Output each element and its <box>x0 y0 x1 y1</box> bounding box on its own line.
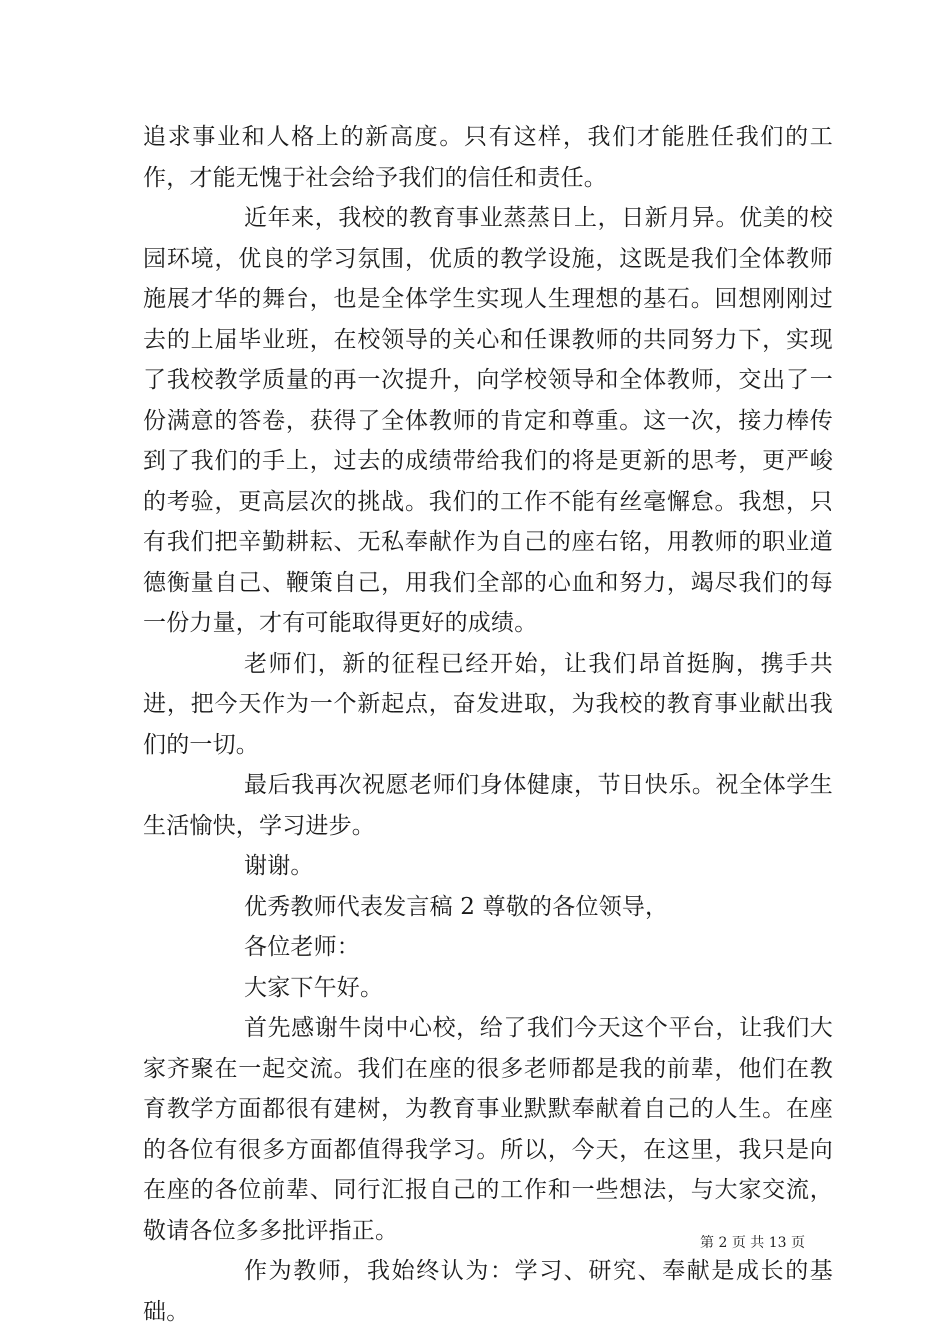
paragraph-thanks: 谢谢。 <box>244 853 314 879</box>
paragraph-3: 老师们，新的征程已经开始，让我们昂首挺胸，携手共进，把今天作为一个新起点，奋发进取，为我校的教育事业献出我们的一切。 <box>143 650 833 758</box>
paragraph-speech-title: 优秀教师代表发言稿 2 尊敬的各位领导， <box>244 893 669 920</box>
document-body <box>143 117 833 1332</box>
paragraph-2: 近年来，我校的教育事业蒸蒸日上，日新月异。优美的校园环境，优良的学习氛围，优质的教学设施，这既是我们全体教师施展才华的舞台，也是全体学生实现人生理想的基石。回想刚刚过去的上届毕业班，在校领导的关心和任课教师的共同努力下，实现了我校教学质量的再一次提升，向学校领导和全体教师，交出了一份满意的答卷，获得了全体教师的肯定和尊重。这一次，接力棒传到了我们的手上，过去的成绩带给我们的将是更新的思考，更严峻的考验，更高层次的挑战。我们的工作不能有丝毫懈怠。我想，只有我们把辛勤耕耘、无私奉献作为自己的座右铭，用教师的职业道德衡量自己、鞭策自己，用我们全部的心血和努力，竭尽我们的每一份力量，才有可能取得更好的成绩。 <box>143 205 833 636</box>
paragraph-4: 最后我再次祝愿老师们身体健康，节日快乐。祝全体学生生活愉快，学习进步。 <box>143 772 833 839</box>
paragraph-9: 首先感谢牛岗中心校，给了我们今天这个平台，让我们大家齐聚在一起交流。我们在座的很多老师都是我的前辈，他们在教育教学方面都很有建树，为教育事业默默奉献着自己的人生。在座的各位有很多方面都值得我学习。所以，今天，在这里，我只是向在座的各位前辈、同行汇报自己的工作和一些想法，与大家交流，敬请各位多多批评指正。 <box>143 1015 833 1244</box>
paragraph-greeting-teachers: 各位老师： <box>244 934 360 960</box>
paragraph-10: 作为教师，我始终认为：学习、研究、奉献是成长的基础。 <box>143 1258 833 1325</box>
page-number-footer: 第 2 页 共 13 页 <box>700 1235 805 1251</box>
paragraph-1: 追求事业和人格上的新高度。只有这样，我们才能胜任我们的工作，才能无愧于社会给予我们的信任和责任。 <box>143 124 833 191</box>
paragraph-greeting-afternoon: 大家下午好。 <box>244 974 384 1001</box>
